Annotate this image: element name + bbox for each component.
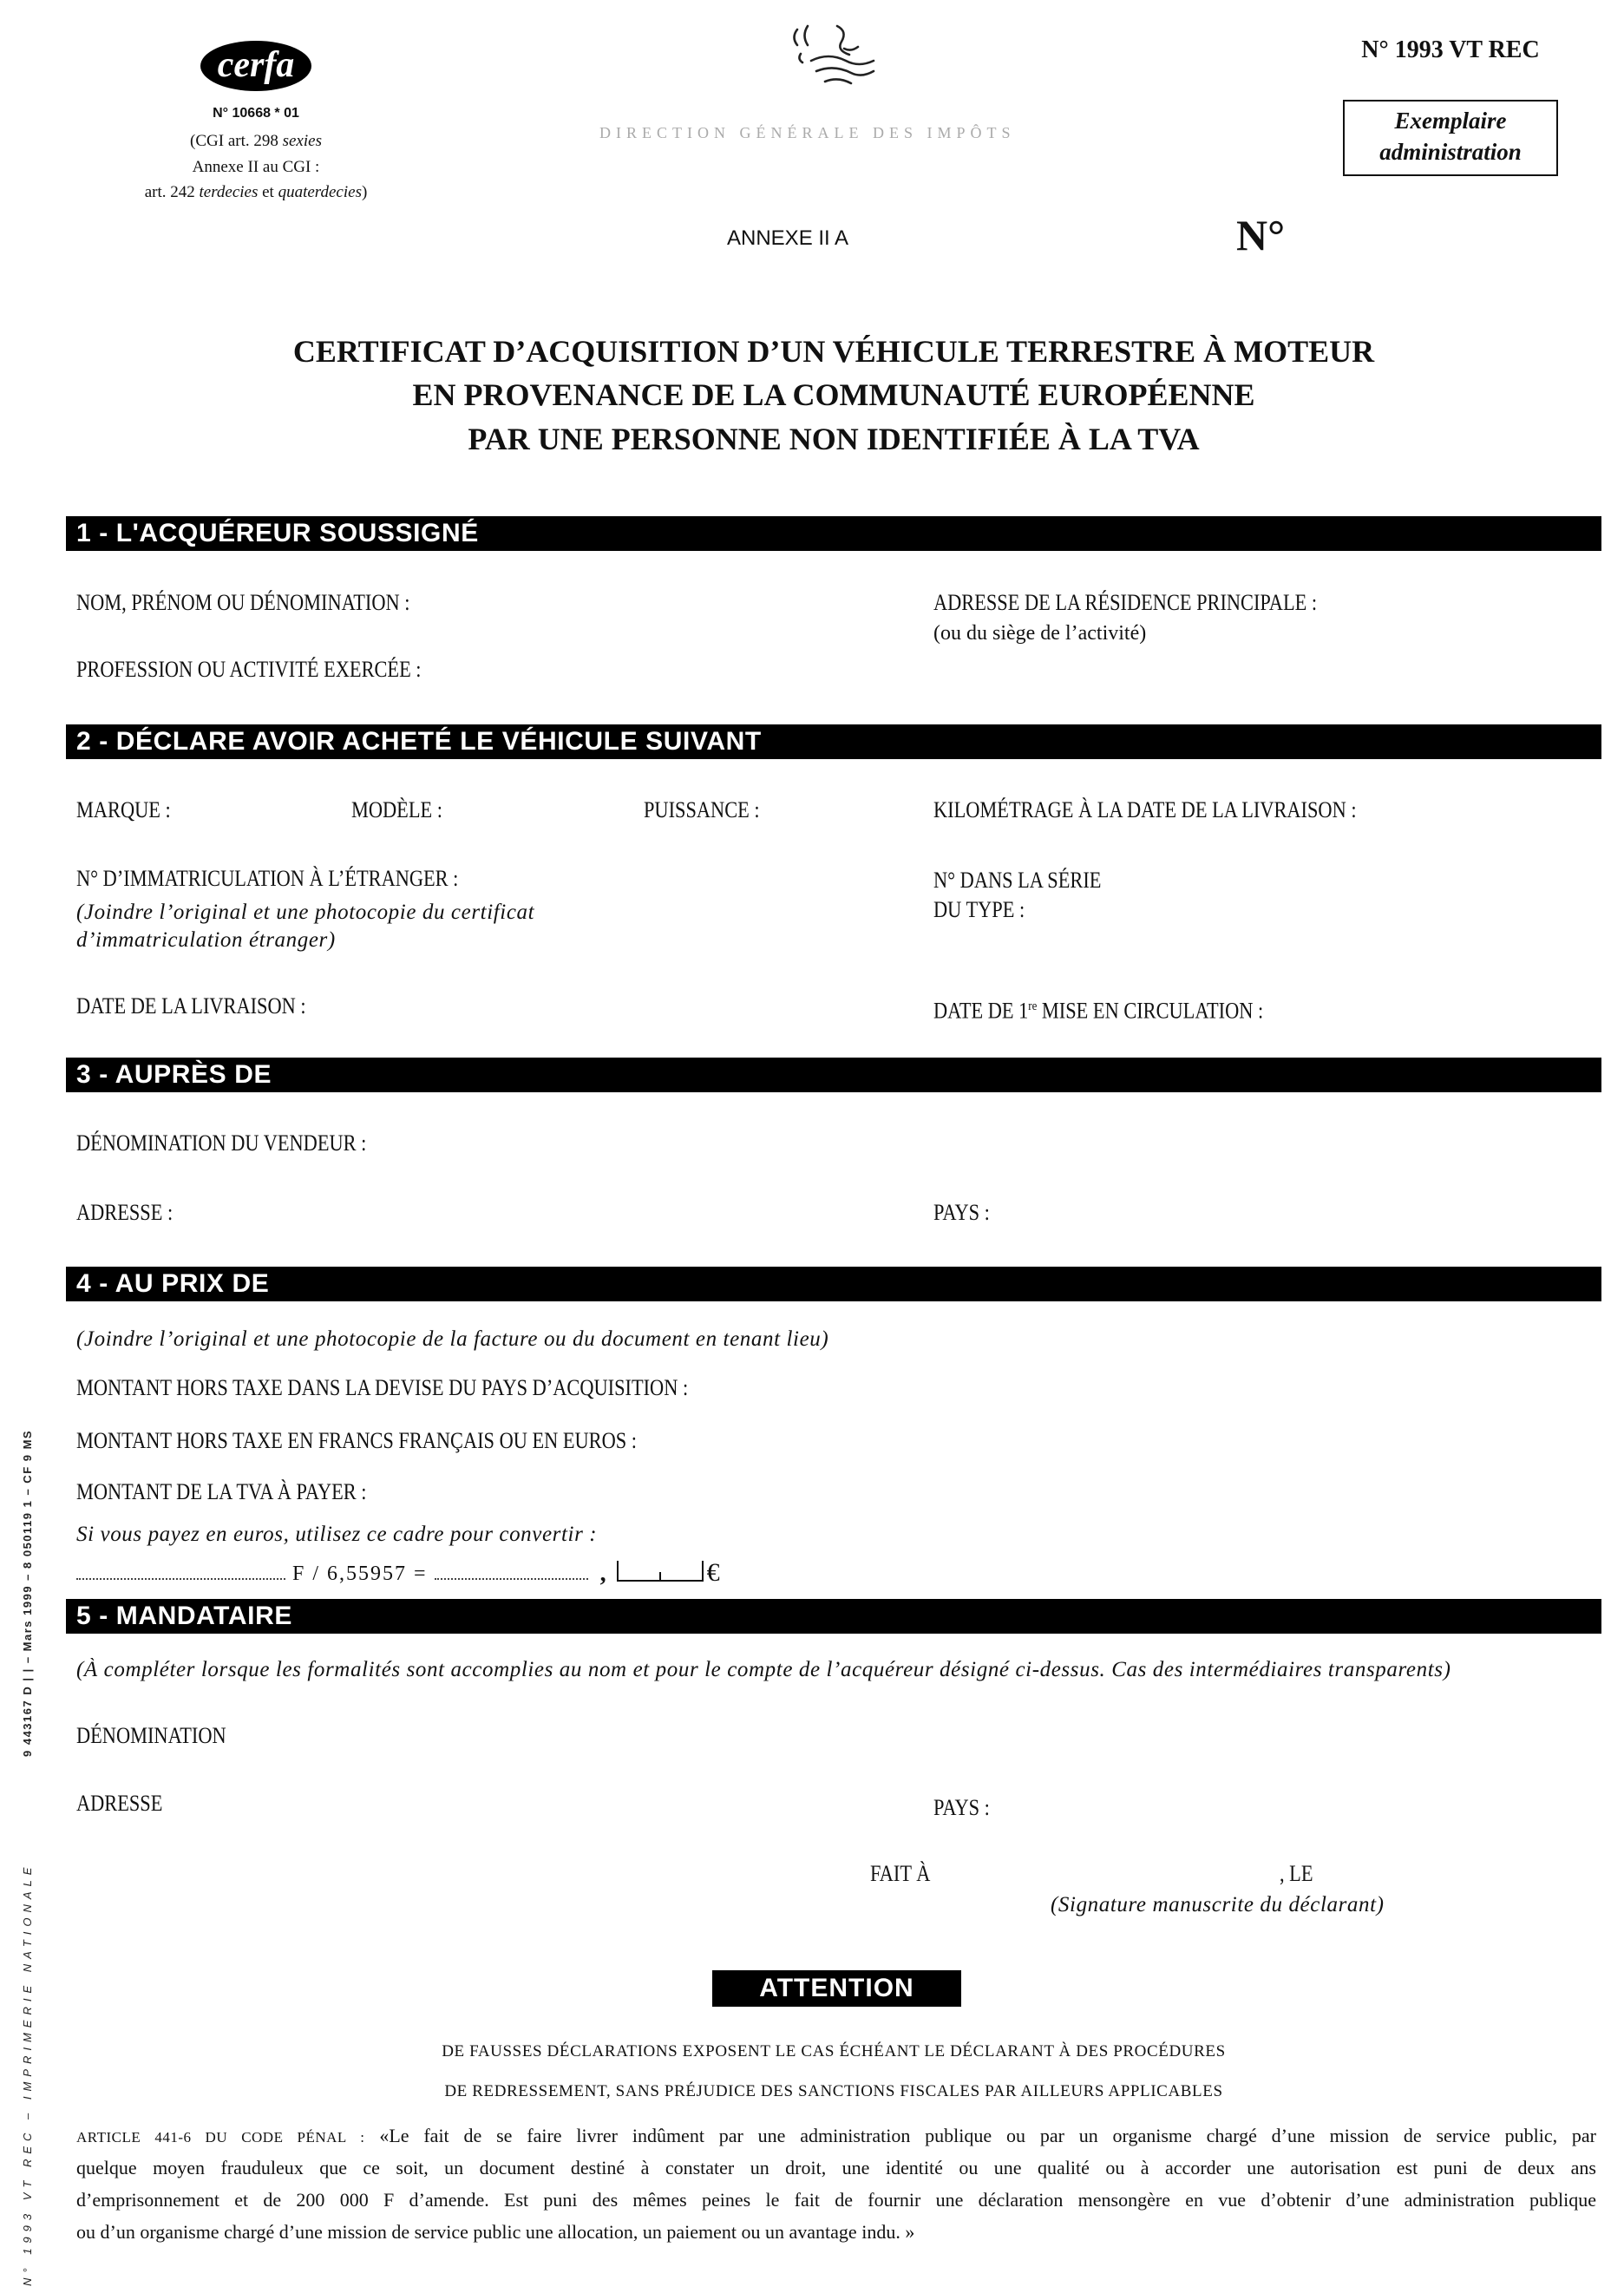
first-circulation-superscript: re [1028,999,1038,1013]
annex-label: ANNEXE II A [727,226,849,250]
vehicle-brand-label: MARQUE : [76,797,171,822]
copy-label-line-2: administration [1379,139,1522,165]
form-number: N° 1993 VT REC [1361,36,1540,63]
cerfa-logo-text: cerfa [217,45,295,85]
section-2-header [66,724,1601,759]
cgi-ref-italic: quaterdecies [278,183,362,201]
cgi-ref-italic: terdecies [199,183,259,201]
amount-foreign-currency-label: MONTANT HORS TAXE DANS LA DEVISE DU PAYS D’ACQUISITION : [76,1375,689,1400]
buyer-profession-label: PROFESSION OU ACTIVITÉ EXERCÉE : [76,657,422,682]
section-1-title: 1 - L'ACQUÉREUR SOUSSIGNÉ [76,519,479,547]
seller-name-label: DÉNOMINATION DU VENDEUR : [76,1130,367,1156]
foreign-registration-label: N° D’IMMATRICULATION À L’ÉTRANGER : [76,866,459,891]
vehicle-mileage-label: KILOMÉTRAGE À LA DATE DE LA LIVRAISON : [933,797,1357,822]
form-title-line-3: PAR UNE PERSONNE NON IDENTIFIÉE À LA TVA [468,422,1200,456]
vehicle-power-label: PUISSANCE : [644,797,760,822]
cgi-ref-italic: sexies [282,132,322,150]
vat-amount-label: MONTANT DE LA TVA À PAYER : [76,1479,367,1504]
form-title-line-1: CERTIFICAT D’ACQUISITION D’UN VÉHICULE TERRESTRE À MOTEUR [292,334,1375,369]
penal-code-article-line-2: quelque moyen frauduleux que ce soit, un document destiné à constater un droit, une identité ou une qualité ou à accorder une autorisation est puni de deux ans [76,2157,1596,2178]
article-text: «Le fait de se faire livrer indûment par une administration publique ou par un organisme chargé d’une mission de service public, par [379,2125,1596,2146]
cgi-ref-text: ) [361,183,368,201]
section-2-title: 2 - DÉCLARE AVOIR ACHETÉ LE VÉHICULE SUIVANT [76,727,762,756]
made-at-label: FAIT À [870,1861,931,1886]
euro-conversion-note: Si vous payez en euros, utilisez ce cadre pour convertir : [76,1523,598,1546]
cents-box-divider [659,1572,661,1580]
section-4-title: 4 - AU PRIX DE [76,1269,270,1298]
cgi-ref-text: et [258,183,278,201]
date-label: , LE [1280,1861,1313,1886]
cgi-reference-line-3 [87,183,425,202]
euro-symbol: € [706,1558,720,1587]
number-label: N° [1236,211,1286,259]
conversion-cents-box [617,1561,704,1582]
section-5-header [66,1599,1601,1634]
registration-note-line-1: (Joindre l’original et une photocopie du certificat [76,901,535,924]
margin-print-code: 9 443167 D | | – Mars 1999 – 8 050119 1 – CF 9 MS [21,1429,34,1757]
first-circulation-date-label [933,994,1263,1024]
cgi-ref-text: (CGI art. 298 [190,132,283,150]
conversion-decimal-comma: , [599,1560,606,1587]
seller-country-label: PAYS : [933,1200,990,1225]
warning-line-2: DE REDRESSEMENT, SANS PRÉJUDICE DES SANCTIONS FISCALES PAR AILLEURS APPLICABLES [444,2082,1223,2100]
type-series-number-label-2: DU TYPE : [933,897,1025,922]
cgi-ref-text: art. 242 [144,183,200,201]
dgi-text: DIRECTION GÉNÉRALE DES IMPÔTS [599,124,1016,141]
seller-address-label: ADRESSE : [76,1200,174,1225]
cgi-reference-line-1 [87,132,425,151]
conversion-francs-leader [76,1578,285,1580]
euro-conversion-row [76,1558,720,1586]
agent-note: (À compléter lorsque les formalités sont accomplies au nom et pour le compte de l’acquéreur désigné ci-dessus. Cas des intermédiaires transparents) [76,1658,1451,1681]
amount-francs-euros-label: MONTANT HORS TAXE EN FRANCS FRANÇAIS OU EN EUROS : [76,1428,637,1453]
conversion-euros-leader [435,1578,588,1580]
dgi-logo [776,23,881,102]
section-4-header [66,1267,1601,1301]
vehicle-model-label: MODÈLE : [351,797,442,822]
registration-note-line-2: d’immatriculation étranger) [76,928,336,952]
signature-note: (Signature manuscrite du déclarant) [1051,1893,1385,1916]
penal-code-article-line-1 [76,2120,1596,2152]
buyer-address-label: ADRESSE DE LA RÉSIDENCE PRINCIPALE : [933,590,1318,615]
penal-code-reference: ARTICLE 441-6 DU CODE PÉNAL : [76,2129,365,2146]
first-circulation-text: MISE EN CIRCULATION : [1037,998,1264,1024]
buyer-name-label: NOM, PRÉNOM OU DÉNOMINATION : [76,590,410,615]
delivery-date-label: DATE DE LA LIVRAISON : [76,993,306,1019]
conversion-rate-text: F / 6,55957 = [292,1563,428,1585]
cerfa-logo [200,41,311,91]
copy-label-line-1: Exemplaire [1394,108,1507,134]
cerfa-number: N° 10668 * 01 [213,106,299,121]
section-5-title: 5 - MANDATAIRE [76,1602,292,1630]
section-3-header [66,1058,1601,1092]
section-1-header [66,516,1601,551]
agent-name-label: DÉNOMINATION [76,1723,226,1748]
penal-code-article-line-4: ou d’un organisme chargé d’une mission de service public une allocation, un paiement ou un avantage indu. » [76,2221,915,2243]
agent-country-label: PAYS : [933,1795,990,1820]
copy-label-box [1343,100,1558,176]
margin-printer-note: N° 1993 VT REC – IMPRIMERIE NATIONALE [21,1862,34,2286]
price-note: (Joindre l’original et une photocopie de la facture ou du document en tenant lieu) [76,1327,829,1351]
agent-address-label: ADRESSE [76,1791,163,1816]
form-title-line-2: EN PROVENANCE DE LA COMMUNAUTÉ EUROPÉENNE [412,377,1255,412]
cgi-reference-line-2: Annexe II au CGI : [192,158,320,176]
warning-line-1: DE FAUSSES DÉCLARATIONS EXPOSENT LE CAS ÉCHÉANT LE DÉCLARANT À DES PROCÉDURES [442,2042,1226,2060]
type-series-number-label-1: N° DANS LA SÉRIE [933,868,1102,893]
attention-banner [712,1970,961,2007]
first-circulation-text: DATE DE 1 [933,998,1029,1024]
penal-code-article-line-3: d’emprisonnement et de 200 000 F d’amende. Est puni des mêmes peines le fait de fournir une déclaration mensongère en vue d’obtenir d’une administration publique [76,2189,1596,2211]
buyer-address-note: (ou du siège de l’activité) [933,622,1147,645]
attention-label: ATTENTION [759,1974,914,2002]
section-3-title: 3 - AUPRÈS DE [76,1060,272,1089]
